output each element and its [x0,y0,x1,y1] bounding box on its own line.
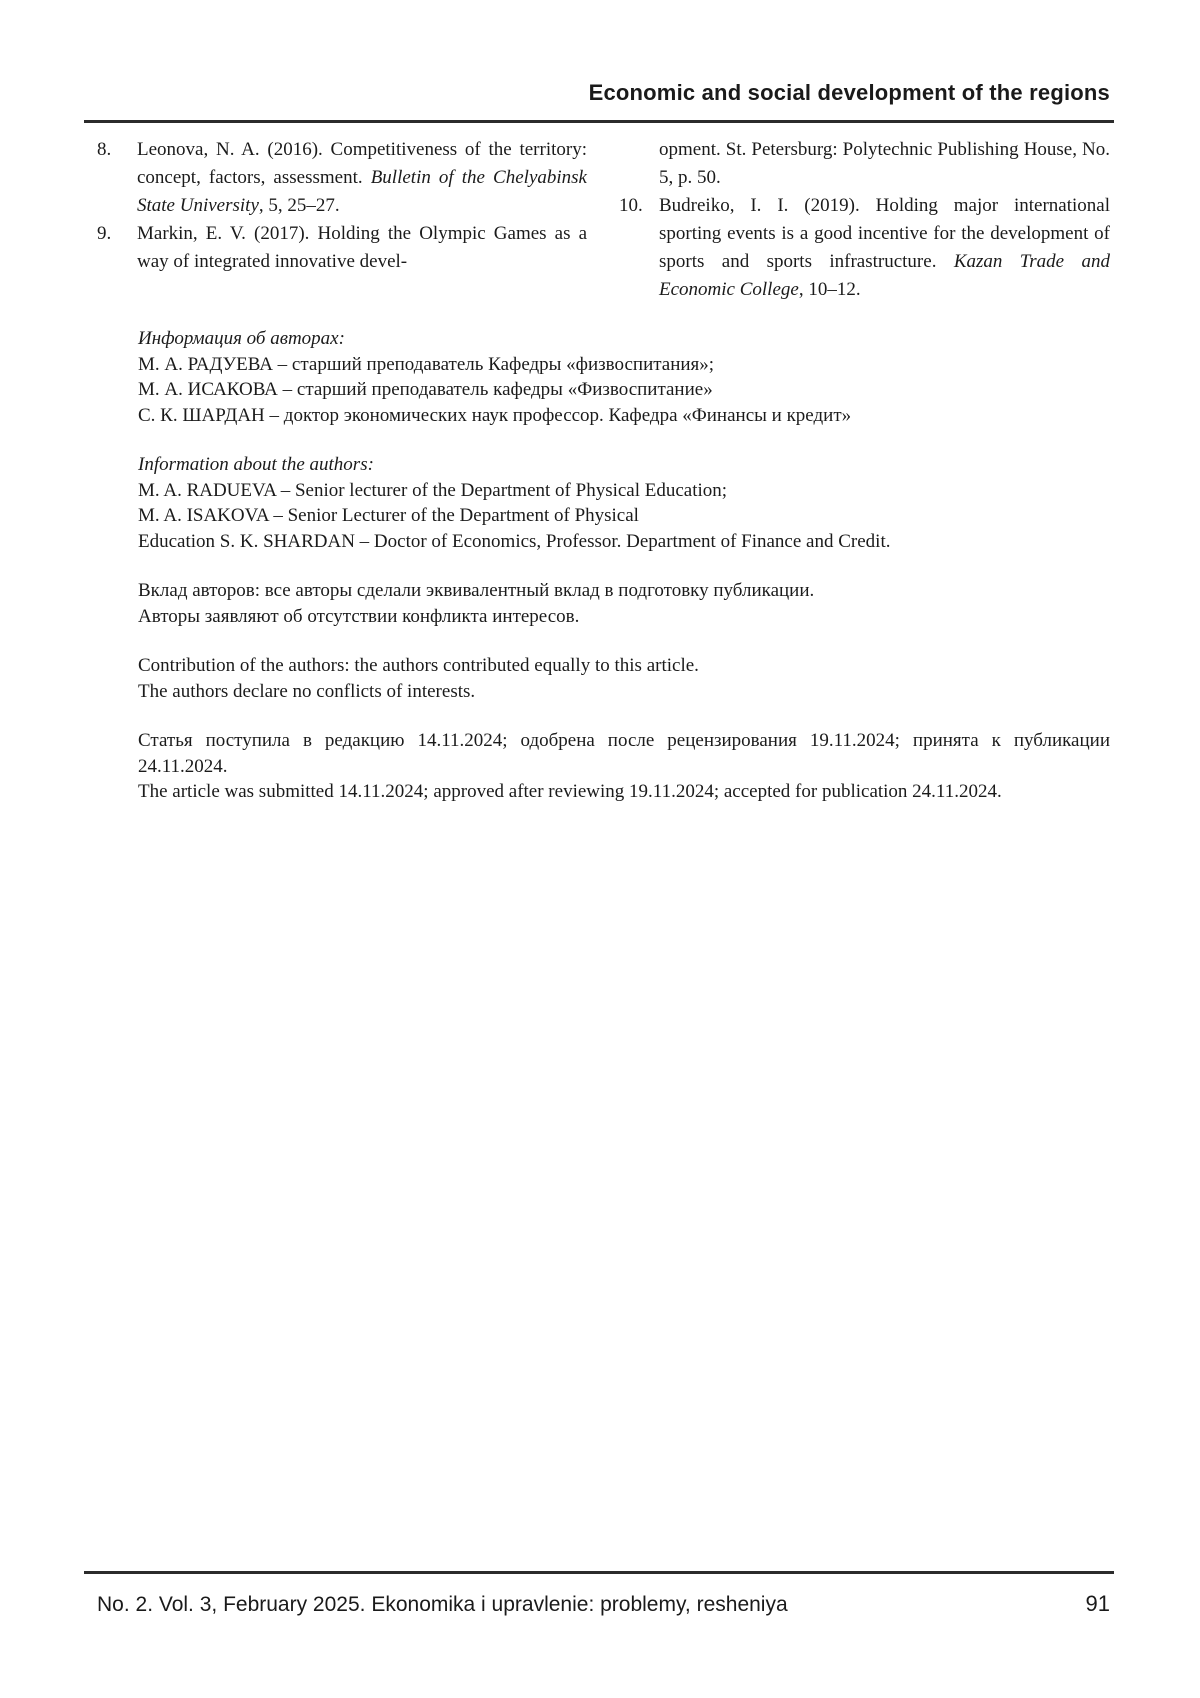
reference-source-italic: Kazan Trade and Economic College [659,251,1110,300]
references-column-left [97,136,587,304]
contribution-statement-en [138,653,1110,704]
authors-info-label-ru: Информация об авторах: [138,328,345,349]
author-line-shardan-ru: С. К. ШАРДАН – доктор экономических наук профессор. Кафедра «Финансы и кредит» [138,404,852,426]
reference-text-roman: opment. St. Petersburg: Polytechnic Publishing House, No. 5, p. 50. [659,139,1110,188]
authors-info-en [138,452,1110,554]
reference-text [659,136,1110,192]
reference-item-8 [97,136,587,220]
contribution-line-en: Contribution of the authors: the authors contributed equally to this article. [138,655,699,676]
reference-text-tail: , 10–12. [798,279,861,300]
footer-journal-info: No. 2. Vol. 3, February 2025. Ekonomika i upravlenie: problemy, resheniya [97,1593,788,1616]
page-footer [97,1591,1110,1617]
reference-number: 9. [97,223,112,244]
contribution-line-ru: Вклад авторов: все авторы сделали эквивалентный вклад в подготовку публикации. [138,580,815,601]
authors-info-ru [138,326,1110,428]
reference-item-9-continued [619,136,1110,192]
reference-text-roman: Budreiko, I. I. (2019). Holding major international sporting events is a good incentive for the development of sports and sports infrastructure. [659,195,1110,272]
conflict-line-ru: Авторы заявляют об отсутствии конфликта интересов. [138,605,580,627]
header-divider-rule [84,120,1114,123]
reference-item-10 [619,192,1110,304]
submission-dates-ru: Статья поступила в редакцию 14.11.2024; одобрена после рецензирования 19.11.2024; принята к публикации 24.11.2024. [138,730,1110,777]
reference-text-roman: Leonova, N. A. (2016). Competitiveness of the territory: concept, factors, assessment. [137,139,587,188]
submission-dates [138,728,1110,805]
back-matter [138,326,1110,829]
reference-item-9 [97,220,587,276]
author-line-radueva-ru: М. А. РАДУЕВА – старший преподаватель Кафедры «физвоспитания»; [138,353,715,375]
reference-text-tail: , 5, 25–27. [258,195,340,216]
contribution-statement-ru [138,578,1110,629]
reference-number-empty [619,136,659,192]
reference-number: 10. [619,195,643,216]
reference-text [137,220,587,276]
authors-info-label-en: Information about the authors: [138,454,374,475]
reference-text [659,192,1110,304]
references-list [97,136,1110,304]
journal-header-title: Economic and social development of the regions [588,80,1110,105]
conflict-line-en: The authors declare no conflicts of interests. [138,680,476,702]
reference-source-italic: Bulletin of the Chelyabinsk State University [137,167,587,216]
submission-dates-en: The article was submitted 14.11.2024; approved after reviewing 19.11.2024; accepted for publication 24.11.2024. [138,781,1002,802]
author-line-radueva-en: M. A. RADUEVA – Senior lecturer of the Department of Physical Education; [138,479,728,501]
reference-text [137,136,587,220]
reference-number: 8. [97,139,112,160]
footer-divider-rule [84,1571,1114,1574]
author-line-shardan-en: Education S. K. SHARDAN – Doctor of Economics, Professor. Department of Finance and Credit. [138,530,891,552]
references-column-right [619,136,1110,304]
footer-page-number: 91 [1085,1591,1110,1616]
author-line-isakova-ru: М. А. ИСАКОВА – старший преподаватель кафедры «Физвоспитание» [138,379,713,400]
reference-text-roman: Markin, E. V. (2017). Holding the Olympic Games as a way of integrated innovative devel- [137,223,587,272]
author-line-isakova-en: M. A. ISAKOVA – Senior Lecturer of the Department of Physical [138,505,639,526]
